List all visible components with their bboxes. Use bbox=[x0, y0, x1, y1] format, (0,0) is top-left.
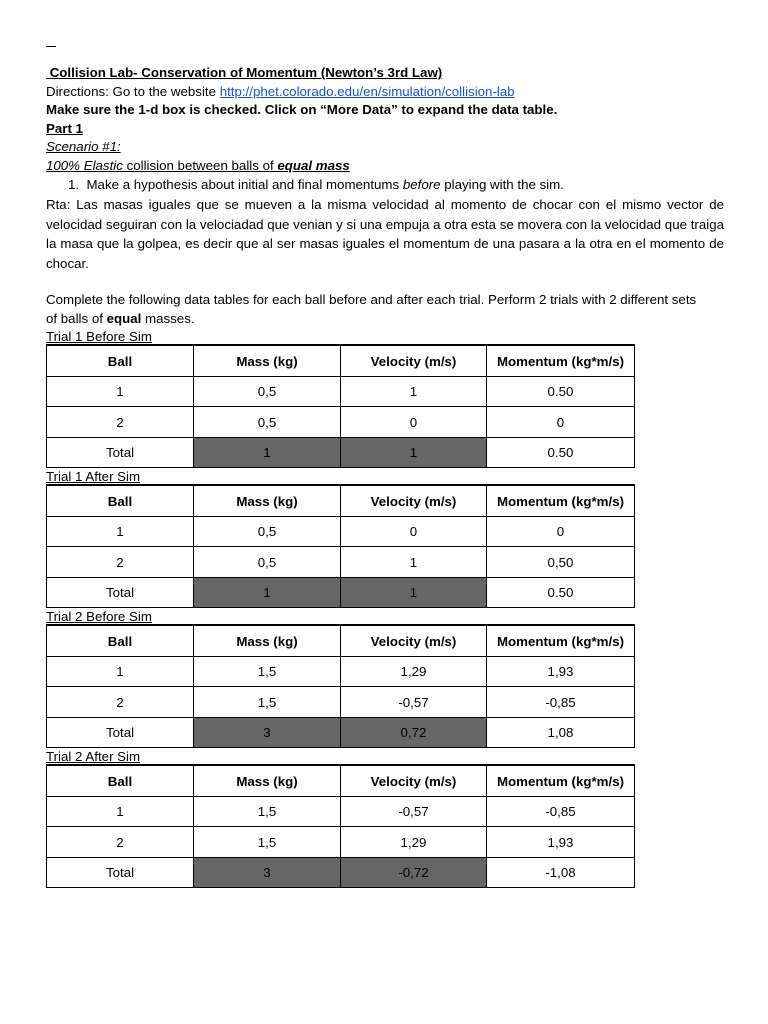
instructions-paragraph bbox=[46, 291, 706, 328]
table-cell: 0.50 bbox=[487, 577, 635, 608]
item-text-end: playing with the sim. bbox=[440, 176, 564, 192]
part-heading: Part 1 bbox=[46, 120, 83, 136]
table-cell: 0,5 bbox=[194, 376, 341, 407]
table-cell: 1 bbox=[341, 437, 487, 468]
column-header: Velocity (m/s) bbox=[341, 485, 487, 516]
table-cell: 0.50 bbox=[487, 437, 635, 468]
data-tables bbox=[46, 330, 724, 888]
table-cell: 1 bbox=[47, 376, 194, 407]
scenario-heading: Scenario #1: bbox=[46, 139, 121, 155]
table-cell: 0,5 bbox=[194, 407, 341, 438]
table-cell: -0,72 bbox=[341, 857, 487, 888]
table-cell: Total bbox=[47, 577, 194, 608]
table-row bbox=[47, 407, 635, 438]
table-caption: Trial 2 After Sim bbox=[46, 749, 141, 765]
table-cell: 1 bbox=[341, 547, 487, 578]
table-cell: 1,93 bbox=[487, 827, 635, 858]
column-header: Velocity (m/s) bbox=[341, 765, 487, 796]
table-cell: 1 bbox=[341, 376, 487, 407]
table-cell: 1,5 bbox=[194, 656, 341, 687]
table-row bbox=[47, 687, 635, 718]
total-row bbox=[47, 437, 635, 468]
table-cell: Total bbox=[47, 437, 194, 468]
table-row bbox=[47, 516, 635, 547]
column-header: Momentum (kg*m/s) bbox=[487, 345, 635, 376]
table-caption: Trial 1 Before Sim bbox=[46, 329, 152, 345]
table-cell: -0,85 bbox=[487, 687, 635, 718]
collision-description bbox=[46, 157, 724, 176]
table-cell: 0,5 bbox=[194, 547, 341, 578]
table-cell: 2 bbox=[47, 407, 194, 438]
column-header: Momentum (kg*m/s) bbox=[487, 765, 635, 796]
data-table bbox=[46, 624, 635, 748]
table-header-row bbox=[47, 345, 635, 376]
directions-line bbox=[46, 83, 724, 102]
table-cell: 1,08 bbox=[487, 717, 635, 748]
table-cell: 2 bbox=[47, 827, 194, 858]
top-underline-mark bbox=[46, 46, 56, 47]
table-row bbox=[47, 376, 635, 407]
item-text: Make a hypothesis about initial and final momentums bbox=[86, 176, 403, 192]
column-header: Mass (kg) bbox=[194, 485, 341, 516]
total-row bbox=[47, 717, 635, 748]
item-number: 1. bbox=[68, 176, 80, 192]
column-header: Ball bbox=[47, 345, 194, 376]
table-cell: Total bbox=[47, 717, 194, 748]
table-cell: -1,08 bbox=[487, 857, 635, 888]
document-content bbox=[46, 64, 724, 888]
table-cell: 3 bbox=[194, 857, 341, 888]
data-table bbox=[46, 484, 635, 608]
table-cell: 1,29 bbox=[341, 827, 487, 858]
total-row bbox=[47, 577, 635, 608]
data-table bbox=[46, 344, 635, 468]
column-header: Ball bbox=[47, 765, 194, 796]
table-cell: 0 bbox=[341, 516, 487, 547]
column-header: Momentum (kg*m/s) bbox=[487, 625, 635, 656]
table-cell: 1,5 bbox=[194, 687, 341, 718]
column-header: Ball bbox=[47, 485, 194, 516]
hypothesis-item bbox=[46, 176, 724, 195]
table-cell: 3 bbox=[194, 717, 341, 748]
answer-paragraph: Rta: Las masas iguales que se mueven a la misma velocidad al momento de chocar con el mismo vector de velocidad seguiran con la velociadad que venian y si una empuja a otra esta se movera con la velocidad que traiga la masa que la golpea, es decir que al ser masas iguales el momentum de una pasara a la otra en el momento de chocar. bbox=[46, 197, 724, 271]
table-cell: 1 bbox=[47, 796, 194, 827]
collision-type: 100% Elastic bbox=[46, 157, 123, 173]
table-cell: 1 bbox=[47, 516, 194, 547]
column-header: Momentum (kg*m/s) bbox=[487, 485, 635, 516]
table-cell: 2 bbox=[47, 547, 194, 578]
table-cell: 0,72 bbox=[341, 717, 487, 748]
table-cell: Total bbox=[47, 857, 194, 888]
column-header: Mass (kg) bbox=[194, 345, 341, 376]
collision-emphasis: equal mass bbox=[277, 157, 350, 173]
table-cell: 0,5 bbox=[194, 516, 341, 547]
table-cell: 0 bbox=[487, 407, 635, 438]
instructions-text: Complete the following data tables for each ball before and after each trial. Perform 2 trials with 2 different sets of balls of bbox=[46, 292, 697, 326]
table-row bbox=[47, 827, 635, 858]
table-cell: 1 bbox=[194, 577, 341, 608]
table-cell: 1,5 bbox=[194, 827, 341, 858]
table-caption: Trial 2 Before Sim bbox=[46, 609, 152, 625]
title-text: Collision Lab- Conservation of Momentum (Newton’s 3rd Law) bbox=[49, 65, 443, 80]
table-cell: 0 bbox=[487, 516, 635, 547]
table-cell: -0,57 bbox=[341, 796, 487, 827]
instruction-line: Make sure the 1-d box is checked. Click on “More Data” to expand the data table. bbox=[46, 102, 558, 118]
table-cell: 1,93 bbox=[487, 656, 635, 687]
collision-mid: collision between balls of bbox=[122, 157, 278, 173]
table-row bbox=[47, 547, 635, 578]
total-row bbox=[47, 857, 635, 888]
table-cell: 1 bbox=[194, 437, 341, 468]
table-header-row bbox=[47, 625, 635, 656]
table-cell: 0,50 bbox=[487, 547, 635, 578]
table-cell: 0 bbox=[341, 407, 487, 438]
table-cell: -0,85 bbox=[487, 796, 635, 827]
instructions-end: masses. bbox=[141, 310, 195, 326]
table-header-row bbox=[47, 765, 635, 796]
directions-text: Directions: Go to the website bbox=[46, 83, 220, 99]
table-row bbox=[47, 796, 635, 827]
document-title bbox=[46, 64, 724, 83]
table-header-row bbox=[47, 485, 635, 516]
table-cell: -0,57 bbox=[341, 687, 487, 718]
column-header: Mass (kg) bbox=[194, 625, 341, 656]
column-header: Velocity (m/s) bbox=[341, 625, 487, 656]
table-cell: 1,5 bbox=[194, 796, 341, 827]
simulation-link[interactable]: http://phet.colorado.edu/en/simulation/collision-lab bbox=[219, 83, 515, 99]
table-cell: 1 bbox=[47, 656, 194, 687]
column-header: Ball bbox=[47, 625, 194, 656]
table-cell: 0.50 bbox=[487, 376, 635, 407]
item-italic: before bbox=[402, 176, 441, 192]
data-table bbox=[46, 764, 635, 888]
instructions-bold: equal bbox=[106, 310, 142, 326]
table-cell: 2 bbox=[47, 687, 194, 718]
table-cell: 1,29 bbox=[341, 656, 487, 687]
table-cell: 1 bbox=[341, 577, 487, 608]
column-header: Mass (kg) bbox=[194, 765, 341, 796]
table-caption: Trial 1 After Sim bbox=[46, 469, 141, 485]
column-header: Velocity (m/s) bbox=[341, 345, 487, 376]
table-row bbox=[47, 656, 635, 687]
